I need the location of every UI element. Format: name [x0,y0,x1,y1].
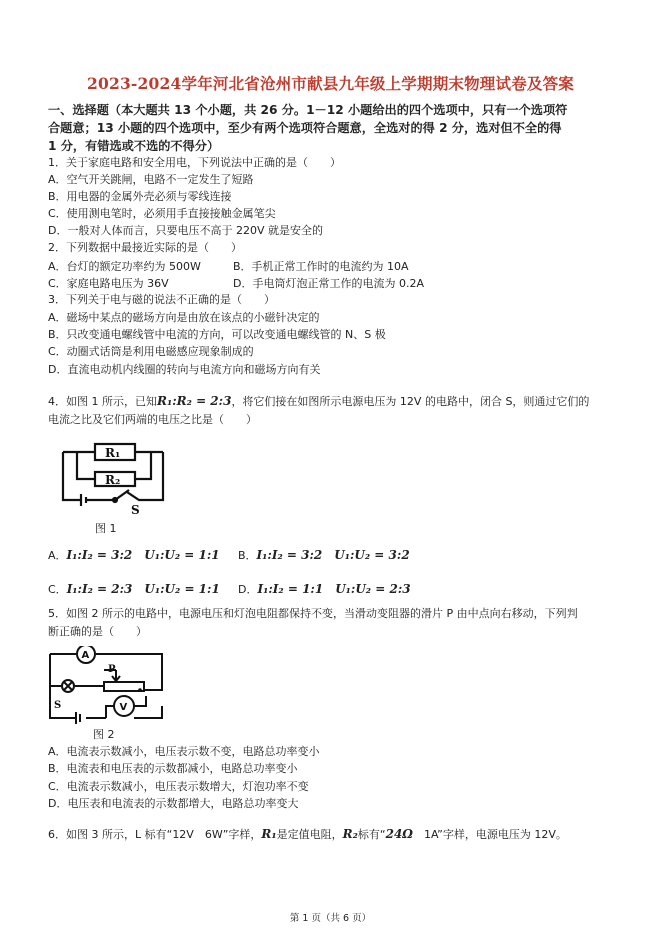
q6-ohm-value: 24Ω [385,827,413,841]
q5-stem-line-2: 断正确的是（ ） [48,625,147,638]
figure-2-slider-label: P [108,664,116,675]
q3-option-c: C．动圈式话筒是利用电磁感应现象制成的 [48,345,254,358]
q1-option-d: D．一般对人体而言，只要电压不高于 220V 就是安全的 [48,224,323,237]
section-heading-line-3: 1 分，有错选或不选的不得分） [48,139,220,153]
figure-2-caption: 图 2 [93,728,115,741]
q1-option-b: B．用电器的金属外壳必须与零线连接 [48,190,232,203]
q2-option-d: D．手电筒灯泡正常工作的电流为 0.2A [233,277,424,290]
figure-1-r1-label: R₁ [105,446,121,460]
q4-option-d [238,580,411,597]
q1-option-a: A．空气开关跳闸，电路不一定发生了短路 [48,173,254,186]
page-footer: 第 1 页（共 6 页） [289,913,372,924]
figure-1-switch-label: S [131,503,140,517]
q6-r2-symbol: R₂ [342,827,358,841]
q4-option-a-formula: I₁:I₂ = 3:2 U₁:U₂ = 1:1 [66,548,220,562]
q4-option-c-formula: I₁:I₂ = 2:3 U₁:U₂ = 1:1 [66,582,220,596]
q5-option-d: D．电压表和电流表的示数都增大，电路总功率变大 [48,797,299,810]
q2-option-c: C．家庭电路电压为 36V [48,277,169,290]
figure-2-voltmeter-label: V [119,702,128,713]
q3-option-b: B．只改变通电螺线管中电流的方向，可以改变通电螺线管的 N、S 极 [48,328,386,341]
q3-option-d: D．直流电动机内线圈的转向与电流方向和磁场方向有关 [48,363,321,376]
q4-option-d-label: D． [238,583,258,596]
q6-r1-symbol: R₁ [261,827,277,841]
figure-1-circuit [55,432,175,517]
figure-2-ammeter-label: A [81,650,90,661]
figure-1-caption: 图 1 [95,522,117,535]
q6-stem-pre: 6．如图 3 所示，L 标有“12V 6W”字样， [48,828,262,841]
q4-stem-post: ，将它们接在如图所示电源电压为 12V 的电路中，闭合 S，则通过它们的 [231,395,590,408]
q5-option-c: C．电流表示数减小，电压表示数增大，灯泡功率不变 [48,780,309,793]
q5-option-a: A．电流表示数减小，电压表示数不变，电路总功率变小 [48,745,320,758]
q2-option-b: B．手机正常工作时的电流约为 10A [233,260,409,273]
section-heading-line-2: 合题意；13 小题的四个选项中，至少有两个选项符合题意，全选对的得 2 分，选对但不全的得 [48,121,562,135]
q4-option-b-label: B． [238,549,257,562]
q4-option-d-formula: I₁:I₂ = 1:1 U₁:U₂ = 2:3 [257,582,411,596]
q3-option-a: A．磁场中某点的磁场方向是由放在该点的小磁针决定的 [48,311,320,324]
q6-stem-mid-2: 标有“ [357,828,386,841]
q2-option-a: A．台灯的额定功率约为 500W [48,260,201,273]
q4-option-a-label: A． [48,549,67,562]
q1-option-c: C．使用测电笔时，必须用手直接接触金属笔尖 [48,207,276,220]
q4-option-c [48,580,220,597]
figure-2-circuit [46,646,171,724]
page-title: 2023-2024学年河北省沧州市献县九年级上学期期末物理试卷及答案 [86,74,574,93]
q4-option-b-formula: I₁:I₂ = 3:2 U₁:U₂ = 3:2 [256,548,410,562]
q4-stem-pre: 4．如图 1 所示，已知 [48,395,157,408]
section-heading-line-1: 一、选择题（本大题共 13 个小题，共 26 分。1－12 小题给出的四个选项中，只有一个选项符 [48,103,568,117]
figure-2-switch-label: S [54,700,62,711]
q6-stem-post: 1A”字样，电源电压为 12V。 [412,828,567,841]
q4-option-a [48,546,220,563]
q5-stem: 5．如图 2 所示的电路中，电源电压和灯泡电阻都保持不变，当滑动变阻器的滑片 P 由中点向右移动，下列判 [48,607,578,620]
q3-stem: 3．下列关于电与磁的说法不正确的是（ ） [48,293,275,306]
q4-stem-line-2: 电流之比及它们两端的电压之比是（ ） [48,413,257,426]
q1-stem: 1．关于家庭电路和安全用电，下列说法中正确的是（ ） [48,156,341,169]
q4-option-b [238,546,410,563]
q2-stem: 2．下列数据中最接近实际的是（ ） [48,241,242,254]
figure-1-r2-label: R₂ [105,473,121,487]
q4-ratio-formula: R₁:R₂ = 2:3 [157,394,232,408]
q6-stem [48,826,618,843]
q6-stem-mid-1: 是定值电阻， [276,828,343,841]
q4-stem [48,393,618,410]
q4-option-c-label: C． [48,583,67,596]
q5-option-b: B．电流表和电压表的示数都减小，电路总功率变小 [48,762,298,775]
